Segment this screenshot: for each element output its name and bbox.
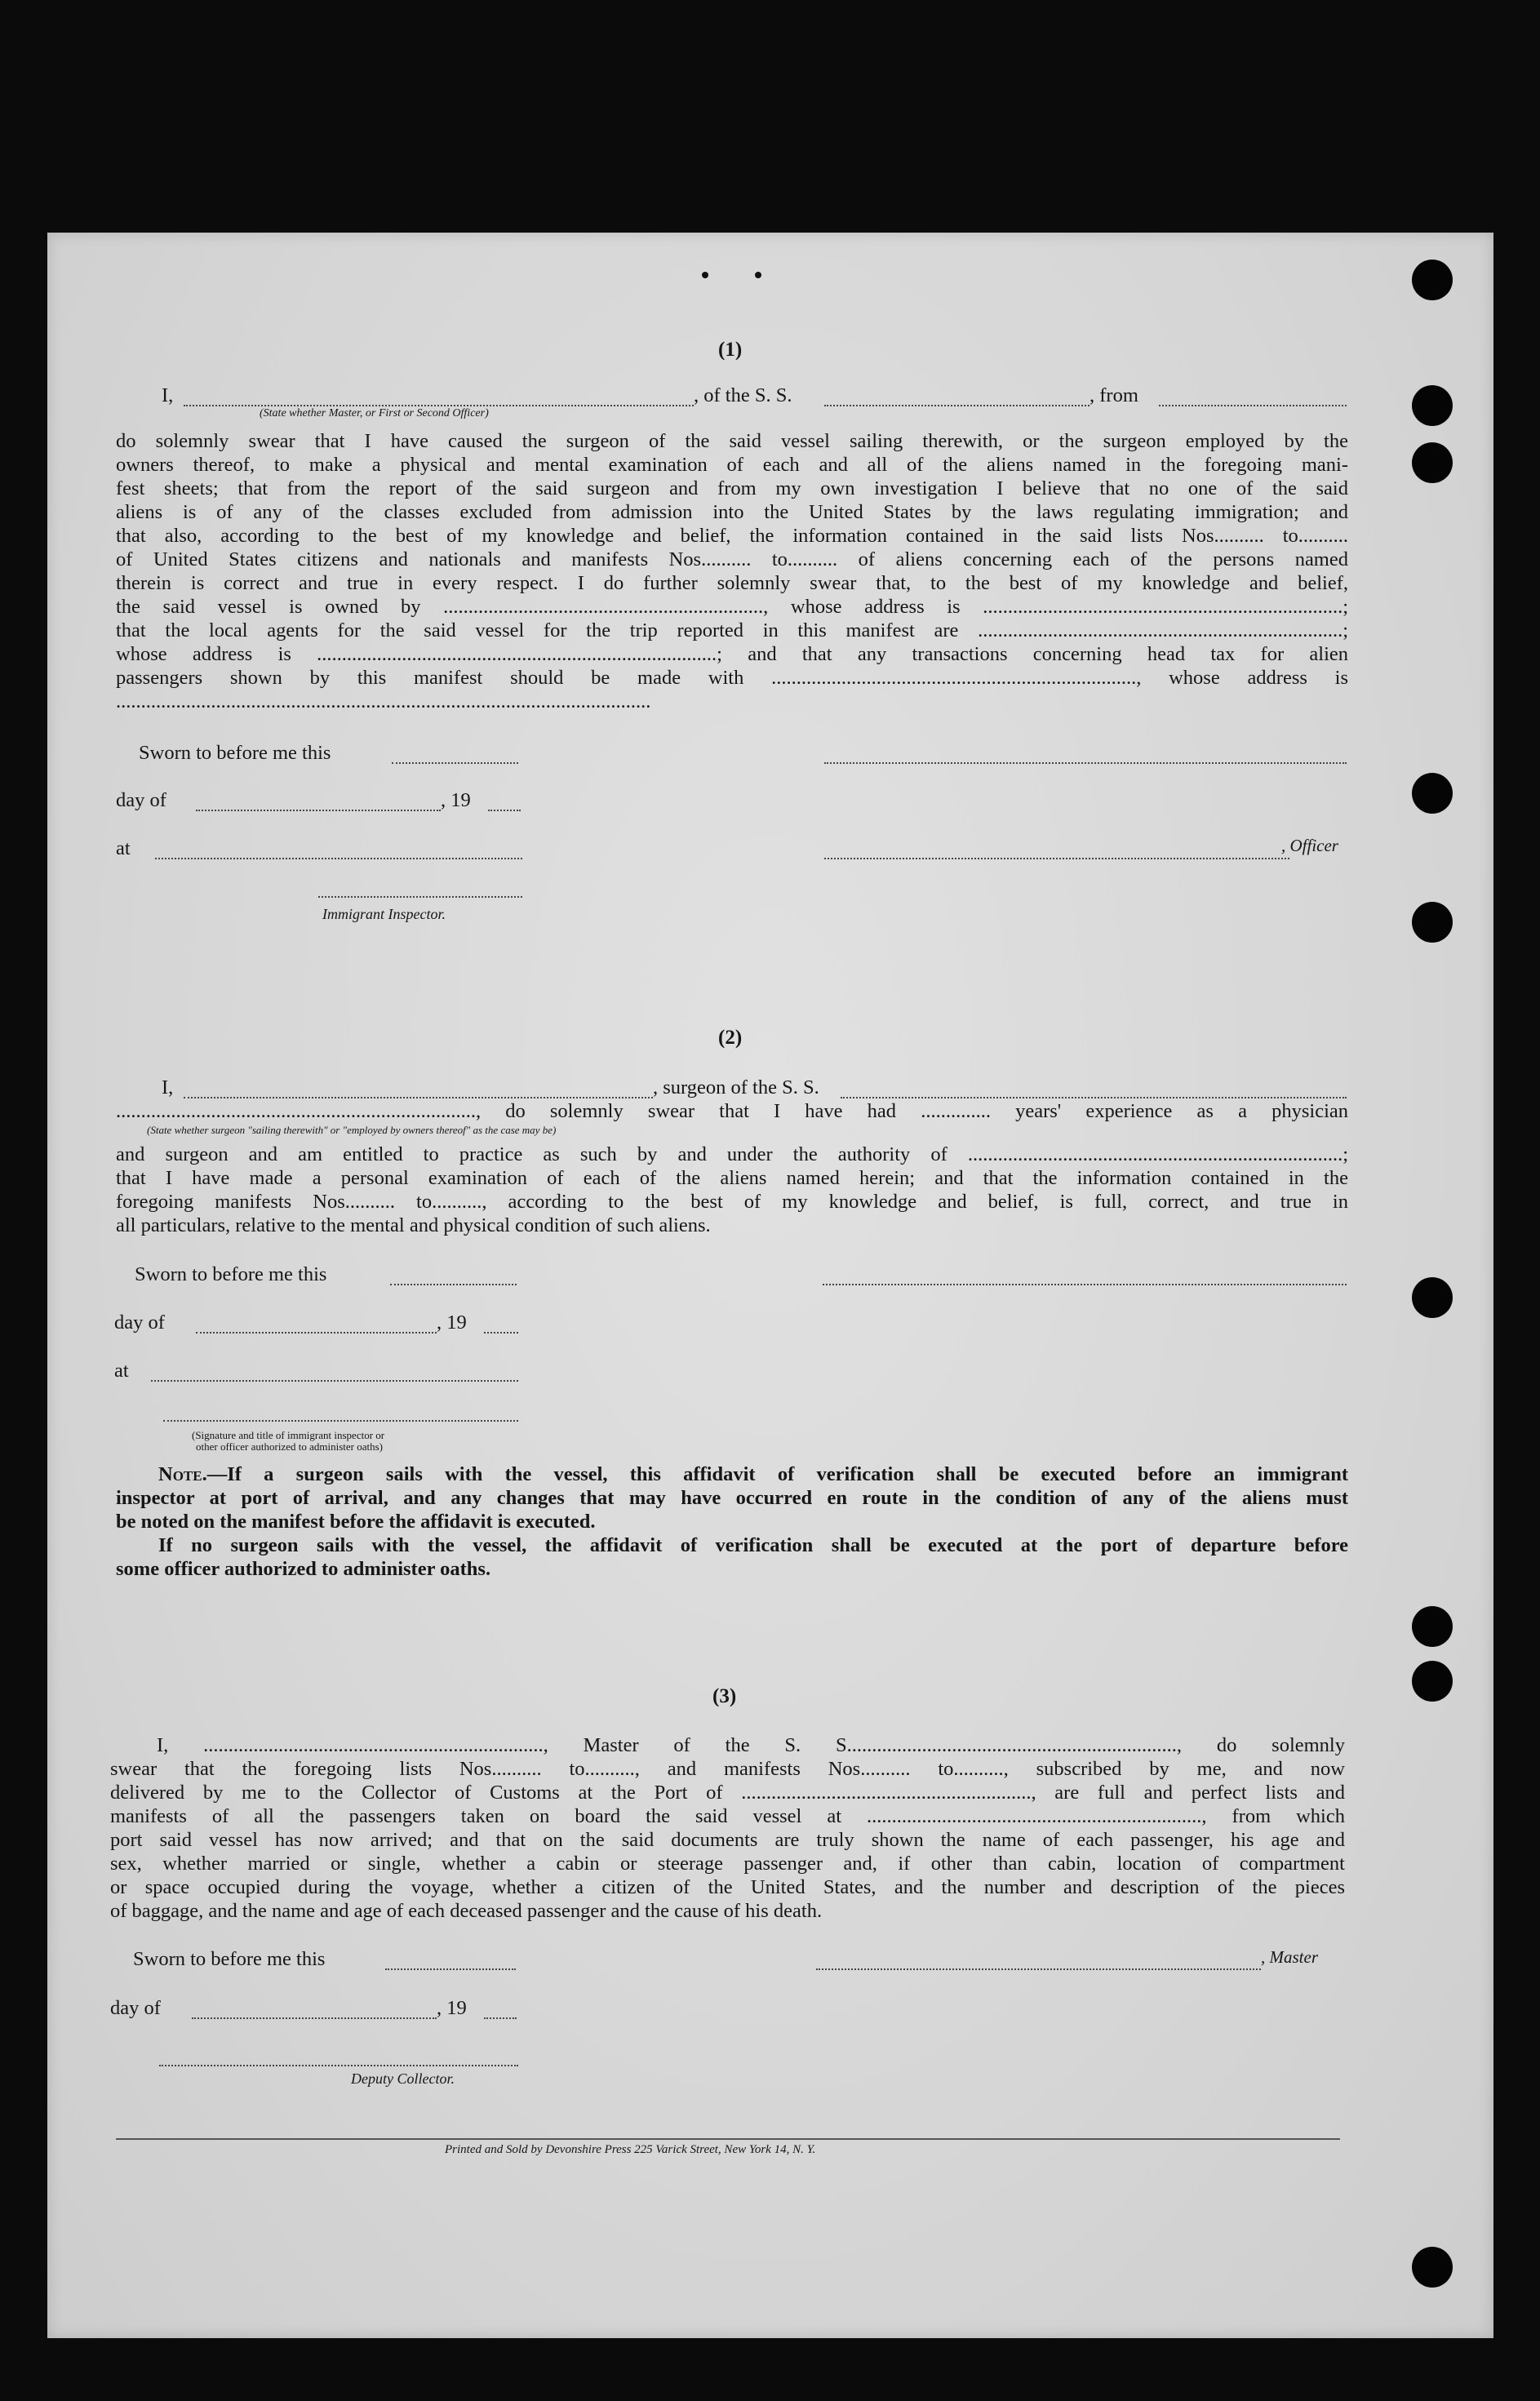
- section-3-oath: [110, 1733, 1345, 1923]
- oath-line: the said vessel is owned by ................................................................, whose address is ........................................................................;: [116, 596, 1348, 618]
- bleed-through-mark: [588, 849, 601, 873]
- inspector-label: Immigrant Inspector.: [322, 906, 446, 922]
- at-label: at: [116, 837, 131, 859]
- year-line: [484, 1332, 518, 1334]
- day-of-label: day of: [116, 789, 166, 811]
- oath-line: that I have made a personal examination of each of the aliens named herein; and that the information contained in the: [116, 1167, 1348, 1189]
- note-block: [116, 1462, 1348, 1581]
- note-line: some officer authorized to administer oaths.: [116, 1558, 491, 1580]
- surgeon-signature-line: [823, 1284, 1347, 1285]
- oath-line: of United States citizens and nationals and manifests Nos.......... to.......... of aliens concerning each of the persons named: [116, 548, 1348, 570]
- binder-hole: [1412, 2247, 1453, 2288]
- of-ss-label: , of the S. S.: [694, 384, 792, 406]
- oath-line: of baggage, and the name and age of each deceased passenger and the cause of his death.: [110, 1900, 823, 1922]
- master-signature-line: [824, 762, 1347, 764]
- note-line: If no surgeon sails with the vessel, the affidavit of verification shall be executed at the port of departure before: [158, 1534, 1348, 1556]
- oath-line: sex, whether married or single, whether a cabin or steerage passenger and, if other than cabin, location of compartment: [110, 1853, 1345, 1875]
- printer-imprint: Printed and Sold by Devonshire Press 225 Varick Street, New York 14, N. Y.: [445, 2143, 816, 2156]
- year-label: , 19: [437, 1997, 467, 2019]
- section-2-oath-cont: [116, 1143, 1348, 1237]
- bleed-through-mark: [588, 996, 601, 1020]
- day-of-line: [196, 1332, 437, 1334]
- sworn-date-line: [392, 762, 518, 764]
- signature-caption: (Signature and title of immigrant inspector or: [192, 1429, 385, 1441]
- section-2-number: (2): [718, 1027, 743, 1049]
- year-line: [488, 810, 521, 811]
- master-signature-line: [816, 1968, 1261, 1970]
- oath-line: aliens is of any of the classes excluded from admission into the United States by the laws regulating immigration; and: [116, 501, 1348, 523]
- section-2-oath: [116, 1099, 1348, 1123]
- note-line: be noted on the manifest before the affidavit is executed.: [116, 1511, 596, 1533]
- oath-line: foregoing manifests Nos.......... to.........., according to the best of my knowledge and belief, is full, correct, and true in: [116, 1191, 1348, 1213]
- binder-hole: [1412, 1661, 1453, 1702]
- binder-hole: [1412, 1277, 1453, 1318]
- section-1-i-label: I,: [162, 384, 174, 406]
- oath-line: ...........................................................................................................: [116, 690, 651, 712]
- surgeon-label: , surgeon of the S. S.: [653, 1076, 819, 1098]
- oath-line: manifests of all the passengers taken on board the said vessel at ..................................................................., from which: [110, 1805, 1345, 1827]
- binder-hole: [1412, 773, 1453, 814]
- day-of-label: day of: [114, 1311, 165, 1334]
- binder-hole: [1412, 902, 1453, 943]
- year-label: , 19: [441, 789, 471, 811]
- year-label: , 19: [437, 1311, 467, 1334]
- oath-line: delivered by me to the Collector of Customs at the Port of .........................................................., are full and perfect lists and: [110, 1782, 1345, 1804]
- section-1-number: (1): [718, 339, 743, 361]
- oath-line: passengers shown by this manifest should be made with ........................................................................., whose address is: [116, 667, 1348, 689]
- inspector-line: [318, 896, 522, 898]
- officer-name-line: [184, 405, 694, 406]
- oath-line: I, ...................................................................., Master of the S. S.................................................................., do solemnly: [157, 1734, 1345, 1756]
- oath-line: therein is correct and true in every respect. I do further solemnly swear that, to the best of my knowledge and belief,: [116, 572, 1348, 594]
- sworn-date-line: [385, 1968, 516, 1970]
- oath-line: that also, according to the best of my knowledge and belief, the information contained in the said lists Nos.......... to..........: [116, 525, 1348, 547]
- day-of-line: [192, 2017, 437, 2019]
- officer-signature-line: [824, 858, 1289, 859]
- surgeon-name-line: [184, 1097, 653, 1098]
- oath-line: that the local agents for the said vessel for the trip reported in this manifest are .........................................................................;: [116, 619, 1348, 641]
- day-of-line: [196, 810, 441, 811]
- punch-dot: [755, 272, 761, 278]
- binder-hole: [1412, 260, 1453, 300]
- collector-label: Deputy Collector.: [351, 2070, 455, 2087]
- day-of-label: day of: [110, 1997, 161, 2019]
- section-3-number: (3): [712, 1685, 737, 1707]
- section-1-oath: [116, 429, 1348, 713]
- collector-line: [159, 2065, 518, 2066]
- bleed-through-mark: [588, 714, 601, 739]
- binder-hole: [1412, 442, 1453, 483]
- at-line: [151, 1380, 518, 1382]
- officer-caption: (State whether Master, or First or Second Officer): [260, 407, 489, 419]
- at-line: [155, 858, 522, 859]
- oath-line: swear that the foregoing lists Nos.......... to.........., and manifests Nos.......... to.........., subscribed by me, and now: [110, 1758, 1345, 1780]
- oath-line: do solemnly swear that I have caused the surgeon of the said vessel sailing therewith, or the surgeon employed by the: [116, 430, 1348, 452]
- oath-line: fest sheets; that from the report of the said surgeon and from my own investigation I believe that no one of the said: [116, 477, 1348, 499]
- note-line: Note.—If a surgeon sails with the vessel, this affidavit of verification shall be executed before an immigrant: [158, 1463, 1348, 1485]
- from-label: , from: [1090, 384, 1138, 406]
- oath-line: or space occupied during the voyage, whether a citizen of the United States, and the number and description of the pieces: [110, 1876, 1345, 1898]
- oath-line: port said vessel has now arrived; and that on the said documents are truly shown the name of each passenger, his age and: [110, 1829, 1345, 1851]
- note-label: Note.: [158, 1463, 207, 1485]
- signature-caption: other officer authorized to administer oaths): [196, 1440, 383, 1453]
- note-line: inspector at port of arrival, and any changes that may have occurred en route in the condition of any of the aliens must: [116, 1487, 1348, 1509]
- officer-label: , Officer: [1281, 836, 1338, 855]
- oath-line: ........................................................................, do solemnly swear that I have had .............. years' experience as a physician: [116, 1100, 1348, 1122]
- sworn-date-line: [390, 1284, 517, 1285]
- from-port-line: [1159, 405, 1347, 406]
- inspector-signature-line: [163, 1420, 518, 1422]
- at-label: at: [114, 1360, 129, 1382]
- binder-hole: [1412, 1606, 1453, 1647]
- section-2-i-label: I,: [162, 1076, 174, 1098]
- oath-line: whose address is ................................................................................; and that any transactions concerning head tax for alien: [116, 643, 1348, 665]
- surgeon-vessel-line: [841, 1097, 1347, 1098]
- binder-hole: [1412, 385, 1453, 426]
- bleed-through-mark: [588, 783, 601, 808]
- vessel-name-line: [824, 405, 1090, 406]
- oath-line: and surgeon and am entitled to practice as such by and under the authority of ...........................................................................;: [116, 1143, 1348, 1165]
- footer-rule: [116, 2138, 1340, 2140]
- oath-line: owners thereof, to make a physical and mental examination of each and all of the aliens named in the foregoing mani-: [116, 454, 1348, 476]
- punch-dot: [702, 272, 708, 278]
- sworn-label: Sworn to before me this: [139, 742, 331, 764]
- sworn-label: Sworn to before me this: [135, 1263, 327, 1285]
- oath-line: all particulars, relative to the mental and physical condition of such aliens.: [116, 1214, 711, 1236]
- master-label: , Master: [1261, 1947, 1318, 1967]
- sworn-label: Sworn to before me this: [133, 1948, 326, 1970]
- year-line: [484, 2017, 517, 2019]
- surgeon-caption: (State whether surgeon "sailing therewith" or "employed by owners thereof" as the case may be): [147, 1124, 557, 1136]
